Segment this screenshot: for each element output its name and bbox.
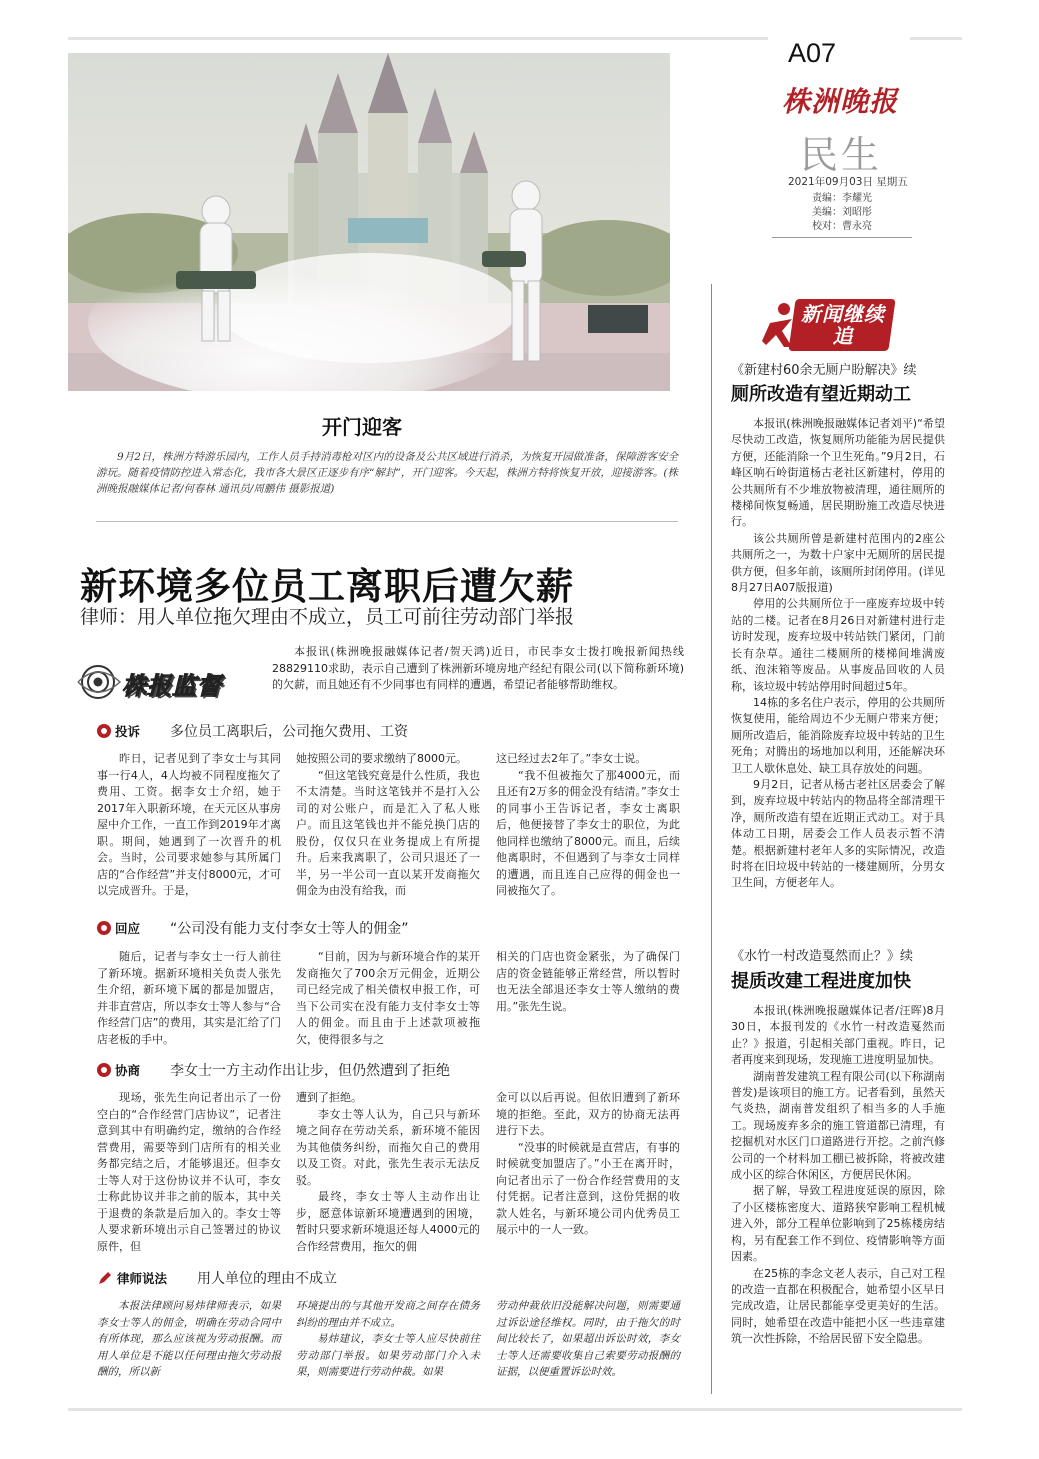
lead-text: 本报讯(株洲晚报融媒体记者/贺天鸿)近日，市民李女士拨打晚报新闻热线28829110求助，表示自己遭到了株洲新环境房地产经纪有限公司(以下简称新环境)的欠薪，而且她还有不少同事也有同样的遭遇，希望记者能够帮助维权。	[272, 645, 684, 691]
section4-col2	[296, 1298, 480, 1381]
paragraph: “但这笔钱究竟是什么性质，我也不太清楚。当时这笔钱并不是打入公司的对公账户，而是汇入了私人账户。而且这笔钱也并不能兑换门店的股份，仅仅只在业务提成上有所提升。后来我离职了，公司只退还了一半，另一半公司一直以某开发商拖欠佣金为由没有给我，而	[296, 768, 480, 897]
bullet-icon	[97, 921, 111, 935]
section-tag-label: 投诉	[115, 724, 141, 739]
paragraph: 本报讯(株洲晚报融媒体记者刘平)“希望尽快动工改造，恢复厕所功能能为居民提供方便，还能消除一个卫生死角。”9月2日，石峰区响石岭街道杨古老社区新建村，停用的公共厕所有不少堆放物被清理，通往厕所的楼梯间恢复畅通，居民期盼施工改造尽快进行。	[731, 417, 945, 529]
paragraph: 她按照公司的要求缴纳了8000元。	[296, 752, 467, 765]
section-tag-label: 律师说法	[117, 1271, 168, 1286]
paragraph: 本报讯(株洲晚报融媒体记者/汪晖)8月30日，本报刊发的《水竹一村改造戛然而止？》报道，引起相关部门重视。昨日，记者再度来到现场，发现施工进度明显加快。	[731, 1004, 945, 1067]
section-tag-label: 协商	[115, 1063, 141, 1078]
paragraph: “目前，因为与新环境合作的某开发商拖欠了700余万元佣金，近期公司已经完成了相关债权申报工作，可当下公司实在没有能力支付李女士等人的佣金。而且由于上述款项被拖欠，使得很多与之	[296, 950, 480, 1046]
section1-col1	[97, 751, 281, 900]
paragraph: 昨日，记者见到了李女士与其同事一行4人，4人均被不同程度拖欠了费用、工资。据李女士介绍，她于2017年入职新环境，在天元区从事房屋中介工作，一直工作到2019年才离职。期间，她遇到了一次晋升的机会。当时，公司要求她参与其所属门店的“合作经营”并支付8000元，才可以完成晋升。于是，	[97, 752, 281, 897]
column-logo-text: 株报监督	[122, 672, 222, 700]
paragraph: 随后，记者与李女士一行人前往了新环境。据新环境相关负责人张先生介绍，新环境下属的都是加盟店，并非直营店，所以李女士等人参与“合作经营门店”的费用，其实是汇给了门店老板的手中。	[97, 950, 281, 1046]
bullet-icon	[97, 1063, 111, 1077]
page-number: A07	[788, 38, 837, 68]
story1-headline: 厕所改造有望近期动工	[731, 384, 911, 405]
paragraph: 相关的门店也资金紧张，为了确保门店的资金链能够正常经营，所以暂时也无法全部退还李女士等人缴纳的费用。”张先生说。	[496, 950, 680, 1013]
story2-kicker: 《水竹一村改造戛然而止？》续	[731, 949, 914, 964]
section3-col1	[97, 1090, 281, 1255]
editor-credit: 责编：李耀光	[812, 193, 872, 204]
paragraph: 李女士等人认为，自己只与新环境之间存在劳动关系，新环境不能因为其他债务纠纷，而拖欠自己的费用以及工资。对此，张先生表示无法反驳。	[296, 1107, 480, 1187]
sidebar-logo-label: 新闻继续追	[801, 302, 885, 348]
section-tag	[97, 919, 140, 937]
section-title: 多位员工离职后，公司拖欠费用、工资	[170, 724, 409, 740]
proofreader-credit: 校对：曹永亮	[812, 221, 872, 232]
section-title: 用人单位的理由不成立	[197, 1271, 338, 1287]
section-complaint-header	[97, 720, 408, 742]
section-response-header	[97, 917, 409, 939]
theme-park-castle-photo	[68, 53, 670, 391]
sidebar-divider	[711, 284, 712, 1394]
section4-col1	[97, 1298, 281, 1381]
paragraph: 该公共厕所曾是新建村范围内的2座公共厕所之一，为数十户家中无厕所的居民提供方便，但多年前，该厕所封闭停用。(详见8月27日A07版报道)	[731, 531, 945, 595]
section3-col2	[296, 1090, 480, 1255]
section4-col3	[496, 1298, 680, 1381]
section-title: 李女士一方主动作出让步，但仍然遭到了拒绝	[170, 1063, 451, 1079]
paragraph: 遭到了拒绝。	[296, 1091, 362, 1104]
paragraph: 金可以以后再说。但依旧遭到了新环境的拒绝。至此，双方的协商无法再进行下去。	[496, 1091, 680, 1137]
section-title: “公司没有能力支付李女士等人的佣金”	[170, 921, 409, 937]
section3-col3	[496, 1090, 680, 1239]
photo-rule	[96, 521, 678, 522]
lead-paragraph	[272, 644, 684, 694]
story1-kicker: 《新建村60余无厕户盼解决》续	[731, 363, 917, 378]
section2-col2	[296, 949, 480, 1048]
bullet-icon	[97, 724, 111, 738]
section-lawyer-header	[97, 1267, 337, 1289]
paragraph: 停用的公共厕所位于一座废弃垃圾中转站的二楼。记者在8月26日对新建村进行走访时发现，废弃垃圾中转站铁门紧闭，门前长有杂草。通往二楼厕所的楼梯间堆满废纸、泡沫箱等废品。从事废品回收的人员称，该垃圾中转站停用时间超过5年。	[731, 597, 945, 693]
paragraph: 现场，张先生向记者出示了一份空白的“合作经营门店协议”，记者注意到其中有明确约定，缴纳的合作经营费用，需要等到门店所有的相关业务都完结之后，才能够退还。但李女士等人对于这份协议并不认可，李女士称此协议并非之前的版本，其中关于退费的条款是后加入的。李女士等人要求新环境出示自己签署过的协议原件，但	[97, 1091, 281, 1253]
top-rule	[68, 37, 768, 40]
paragraph: 湖南普发建筑工程有限公司(以下称湖南普发)是该项目的施工方。记者看到，虽然天气炎热，湖南普发组织了相当多的人手施工。现场废弃多余的施工管道都已清理，有挖掘机对水区门口道路进行开挖。之前汽修公司的一个材料加工棚已被拆除，将被改建成小区的综合休闲区，方便居民休闲。	[731, 1069, 945, 1182]
photo-title: 开门迎客	[322, 415, 402, 439]
story2-headline: 提质改建工程进度加快	[731, 971, 911, 992]
eye-target-icon	[76, 664, 124, 700]
issue-date: 2021年09月03日 星期五	[788, 176, 908, 188]
paragraph: “我不但被拖欠了那4000元，而且还有2万多的佣金没有结清。”李女士的同事小王告诉记者，李女士离职后，他便接替了李女士的职位，为此他同样也缴纳了8000元。而且，后续他离职时，不但遇到了与李女士同样的遭遇，而且连自己应得的佣金也一同被拖欠了。	[496, 768, 680, 897]
section-tag	[97, 722, 140, 740]
sidebar-logo	[762, 297, 892, 357]
photo-caption: 9月2日，株洲方特游乐园内，工作人员手持消毒枪对区内的设备及公共区域进行消杀，为恢复开园做准备，保障游客安全游玩。随着疫情防控进入常态化，我市各大景区正逐步有序“解封”，开门迎客。今天起，株洲方特将恢复开放，迎接游客。(株洲晚报融媒体记者/何春林 通讯员/周鹏伟 摄影报道)	[96, 451, 678, 495]
section-tag	[97, 1061, 140, 1079]
masthead-rule	[772, 237, 912, 238]
section-name: 民生	[800, 133, 883, 177]
column-logo	[76, 664, 256, 700]
paragraph: 9月2日，记者从杨古老社区居委会了解到，废弃垃圾中转站内的物品将全部清理干净，厕所改造有望在近期正式动工。对于具体动工日期，居委会工作人员表示暂不清楚。根据新建村老年人多的实际情况，改造时将在旧垃圾中转站的一楼建厕所，分男女卫生间，方便老年人。	[731, 777, 945, 890]
section-tag-label: 回应	[115, 921, 141, 936]
paragraph: 14栋的多名住户表示，停用的公共厕所恢复使用，能给周边不少无厕户带来方便；厕所改造后，能消除废弃垃圾中转站的卫生死角；对腾出的场地加以利用，还能解决环卫工人歇休息处、缺工具存放处的问题。	[731, 695, 945, 775]
section1-col3	[496, 751, 680, 900]
paragraph: “没事的时候就是直营店，有事的时候就变加盟店了。”小王在离开时，向记者出示了一份合作经营费用的支付凭据。记者注意到，这份凭据的收款人姓名，与新环境公司内优秀员工展示中的一人一致。	[496, 1140, 680, 1236]
designer-credit: 美编：刘昭彤	[812, 207, 872, 218]
paragraph: 这已经过去2年了。”李女士说。	[496, 752, 647, 765]
bottom-rule	[68, 1408, 962, 1411]
masthead	[768, 34, 918, 244]
news-photo	[68, 53, 670, 391]
section-tag	[97, 1269, 167, 1287]
story1-body	[731, 416, 945, 892]
story2-body	[731, 1003, 945, 1348]
paragraph: 最终，李女士等人主动作出让步，愿意体谅新环境遭遇到的困境，暂时只要求新环境退还每人4000元的合作经营费用，拖欠的佣	[296, 1190, 480, 1253]
paragraph: 劳动仲裁依旧没能解决问题，则需要通过诉讼途径维权。同时，由于拖欠的时间比较长了，如果超出诉讼时效，李女士等人还需要收集自己索要劳动报酬的证据，以便重置诉讼时效。	[496, 1300, 680, 1378]
section-negotiation-header	[97, 1059, 450, 1081]
section2-col1	[97, 949, 281, 1048]
paragraph: 易炜建议，李女士等人应尽快前往劳动部门举报。如果劳动部门介入未果，则需要进行劳动仲裁。如果	[296, 1333, 480, 1378]
main-subhead: 律师：用人单位拖欠理由不成立，员工可前往劳动部门举报	[80, 606, 575, 628]
section2-col3	[496, 949, 680, 1015]
section1-col2	[296, 751, 480, 900]
paragraph: 据了解，导致工程进度延误的原因，除了小区楼栋密度大、道路狭窄影响工程机械进入外，部分工程单位影响到了25栋楼房结构，另有配套工作不到位、疫情影响等方面因素。	[731, 1184, 945, 1264]
paper-logo: 株洲晚报	[782, 85, 899, 118]
main-headline: 新环境多位员工离职后遭欠薪	[80, 565, 574, 608]
paragraph: 环境提出的与其他开发商之间存在债务纠纷的理由并不成立。	[296, 1300, 480, 1329]
pen-icon	[97, 1270, 113, 1286]
paragraph: 本报法律顾问易炜律师表示，如果李女士等人的佣金，明确在劳动合同中有所体现，那么应该视为劳动报酬。而用人单位是不能以任何理由拖欠劳动报酬的，所以新	[97, 1300, 281, 1378]
paragraph: 在25栋的李念文老人表示，自己对工程的改造一直都在积极配合，她希望小区早日完成改造，让居民都能享受更美好的生活。同时，她希望在改造中能把小区一些违章建筑一次性拆除，不给居民留下安全隐患。	[731, 1266, 945, 1346]
